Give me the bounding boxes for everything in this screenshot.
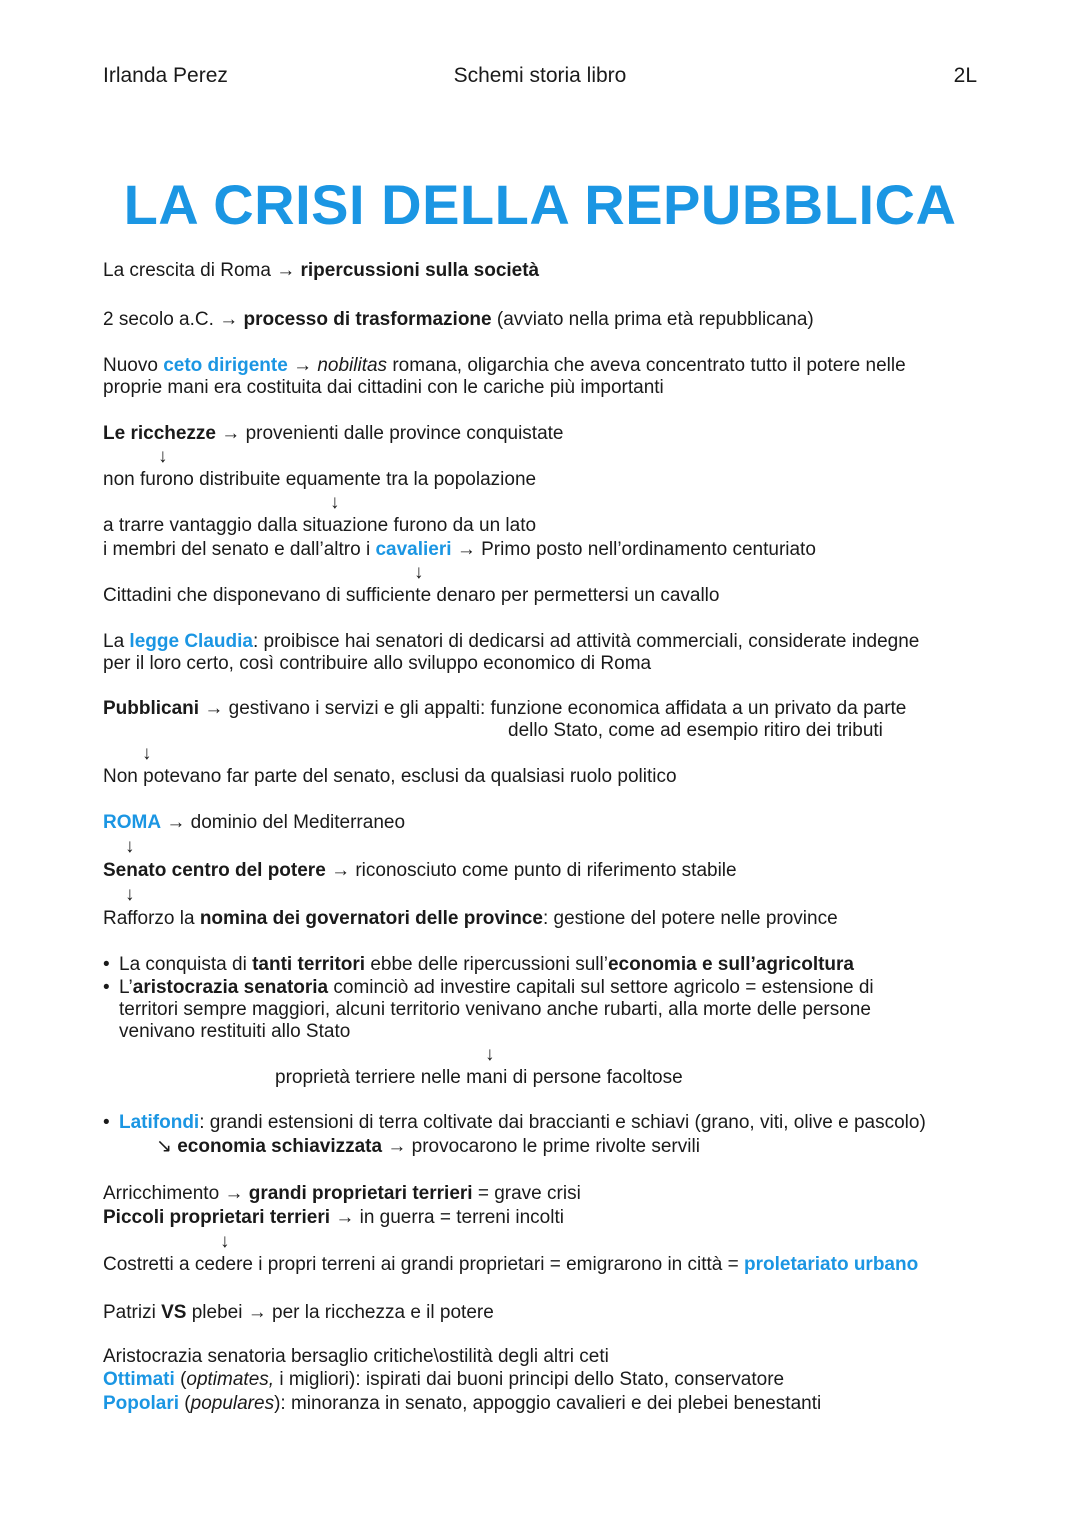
- arrow-right-icon: →: [293, 355, 313, 376]
- text-line: proprietà terriere nelle mani di persone facoltose: [275, 1067, 683, 1088]
- bullet-icon: •: [103, 977, 110, 998]
- arrow-down-icon: ↓: [414, 562, 424, 583]
- arrow-down-icon: ↓: [220, 1231, 230, 1252]
- text-line: La legge Claudia: proibisce hai senatori di dedicarsi ad attività commerciali, considerate indegne: [103, 631, 920, 652]
- text-line: venivano restituiti allo Stato: [119, 1021, 351, 1042]
- text-line: dello Stato, come ad esempio ritiro dei tributi: [508, 720, 883, 741]
- text-line: Rafforzo la nomina dei governatori delle province: gestione del potere nelle province: [103, 908, 838, 929]
- arrow-down-icon: ↓: [330, 492, 340, 513]
- text-line: Nuovo ceto dirigente → nobilitas romana, oligarchia che aveva concentrato tutto il potere nelle: [103, 355, 906, 376]
- arrow-right-icon: →: [456, 539, 476, 560]
- text-line: per il loro certo, così contribuire allo sviluppo economico di Roma: [103, 653, 652, 674]
- author-name: Irlanda Perez: [103, 64, 228, 87]
- arrow-down-icon: ↓: [125, 836, 135, 857]
- list-item: Latifondi: grandi estensioni di terra coltivate dai braccianti e schiavi (grano, viti, olive e pascolo): [119, 1112, 926, 1133]
- text-line: Aristocrazia senatoria bersaglio critiche\ostilità degli altri ceti: [103, 1346, 609, 1367]
- text-line: a trarre vantaggio dalla situazione furono da un lato: [103, 515, 537, 536]
- arrow-right-icon: →: [204, 698, 224, 719]
- arrow-right-icon: →: [276, 260, 296, 281]
- text-line: Piccoli proprietari terrieri → in guerra = terreni incolti: [103, 1207, 564, 1228]
- class-label: 2L: [953, 64, 977, 87]
- arrow-right-icon: →: [335, 1207, 355, 1228]
- arrow-right-icon: →: [219, 309, 239, 330]
- arrow-right-icon: →: [166, 812, 186, 833]
- arrow-down-icon: ↓: [142, 743, 152, 764]
- text-line: Costretti a cedere i propri terreni ai grandi proprietari = emigrarono in città = proletariato urbano: [103, 1254, 919, 1275]
- list-item: La conquista di tanti territori ebbe delle ripercussioni sull’economia e sull’agricoltura: [119, 954, 855, 975]
- arrow-diagonal-icon: ↘: [156, 1136, 172, 1157]
- text-line: Cittadini che disponevano di sufficiente denaro per permettersi un cavallo: [103, 585, 720, 606]
- text-line: ↘ economia schiavizzata → provocarono le prime rivolte servili: [156, 1136, 700, 1157]
- text-line: 2 secolo a.C. → processo di trasformazione (avviato nella prima età repubblicana): [103, 309, 814, 330]
- arrow-down-icon: ↓: [485, 1044, 495, 1065]
- text-line: i membri del senato e dall’altro i cavalieri → Primo posto nell’ordinamento centuriato: [103, 539, 816, 560]
- text-line: ROMA → dominio del Mediterraneo: [103, 812, 406, 833]
- text-line: Pubblicani → gestivano i servizi e gli appalti: funzione economica affidata a un privato da parte: [103, 698, 907, 719]
- text-line: Le ricchezze → provenienti dalle province conquistate: [103, 423, 564, 444]
- arrow-down-icon: ↓: [125, 884, 135, 905]
- bullet-icon: •: [103, 954, 110, 975]
- text-line: territori sempre maggiori, alcuni territorio venivano anche rubarti, alla morte delle persone: [119, 999, 871, 1020]
- text-line: Senato centro del potere → riconosciuto come punto di riferimento stabile: [103, 860, 737, 881]
- arrow-right-icon: →: [224, 1183, 244, 1204]
- text-line: Arricchimento → grandi proprietari terrieri = grave crisi: [103, 1183, 581, 1204]
- document-subject: Schemi storia libro: [453, 64, 627, 87]
- page-title: LA CRISI DELLA REPUBBLICA: [123, 173, 957, 236]
- arrow-right-icon: →: [221, 423, 241, 444]
- text-line: Non potevano far parte del senato, esclusi da qualsiasi ruolo politico: [103, 766, 677, 787]
- arrow-right-icon: →: [387, 1136, 407, 1157]
- text-line: non furono distribuite equamente tra la popolazione: [103, 469, 537, 490]
- arrow-down-icon: ↓: [158, 446, 168, 467]
- text-line: Popolari (populares): minoranza in senato, appoggio cavalieri e dei plebei benestanti: [103, 1393, 822, 1414]
- text-line: Ottimati (optimates, i migliori): ispirati dai buoni principi dello Stato, conservatore: [103, 1369, 785, 1390]
- text-line: proprie mani era costituita dai cittadini con le cariche più importanti: [103, 377, 664, 398]
- list-item: L’aristocrazia senatoria cominciò ad investire capitali sul settore agricolo = estensione di: [119, 977, 874, 998]
- bullet-icon: •: [103, 1112, 110, 1133]
- arrow-right-icon: →: [331, 860, 351, 881]
- text-line: Patrizi VS plebei → per la ricchezza e il potere: [103, 1302, 494, 1323]
- text-line: La crescita di Roma → ripercussioni sulla società: [103, 260, 540, 281]
- arrow-right-icon: →: [247, 1302, 267, 1323]
